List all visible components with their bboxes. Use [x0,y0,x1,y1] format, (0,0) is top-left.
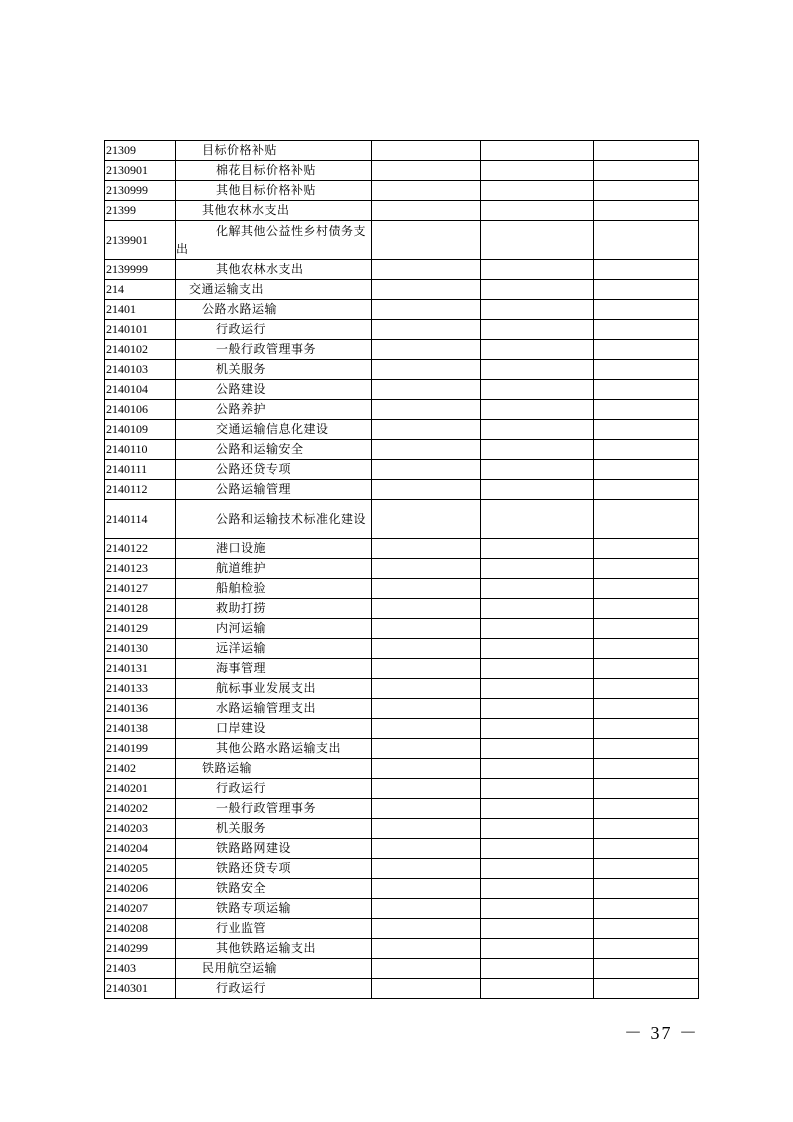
amount-cell [481,380,594,400]
table-row [105,181,699,201]
amount-cell [481,500,594,539]
table-row [105,500,699,539]
subject-code-cell: 2140109 [105,420,176,440]
amount-cell [372,480,481,500]
amount-cell [594,919,699,939]
subject-name-cell: 其他公路水路运输支出 [176,739,372,759]
amount-cell [481,420,594,440]
amount-cell [594,979,699,999]
subject-code-cell: 21403 [105,959,176,979]
subject-name-cell: 交通运输信息化建设 [176,420,372,440]
amount-cell [372,221,481,260]
subject-name-cell: 行政运行 [176,320,372,340]
amount-cell [372,201,481,221]
amount-cell [481,679,594,699]
table-row [105,859,699,879]
amount-cell [372,300,481,320]
subject-code-cell: 2140122 [105,539,176,559]
subject-code-cell: 2140131 [105,659,176,679]
table-row [105,260,699,280]
amount-cell [594,859,699,879]
amount-cell [481,739,594,759]
subject-code-cell: 2140202 [105,799,176,819]
table-row [105,899,699,919]
amount-cell [481,899,594,919]
amount-cell [481,141,594,161]
subject-code-cell: 2140112 [105,480,176,500]
amount-cell [372,899,481,919]
amount-cell [481,619,594,639]
subject-name-cell: 海事管理 [176,659,372,679]
amount-cell [481,859,594,879]
table-row [105,639,699,659]
amount-cell [372,619,481,639]
subject-code-cell: 2140104 [105,380,176,400]
amount-cell [594,420,699,440]
table-row [105,360,699,380]
amount-cell [594,141,699,161]
amount-cell [594,480,699,500]
subject-name-cell: 化解其他公益性乡村债务支出 [176,221,372,260]
subject-code-cell: 2140201 [105,779,176,799]
amount-cell [594,559,699,579]
subject-name-cell: 行政运行 [176,979,372,999]
amount-cell [372,939,481,959]
amount-cell [372,599,481,619]
table-row [105,539,699,559]
subject-code-cell: 2140207 [105,899,176,919]
subject-name-cell: 公路和运输技术标准化建设 [176,500,372,539]
amount-cell [481,959,594,979]
subject-code-cell: 2140106 [105,400,176,420]
subject-name-cell: 铁路安全 [176,879,372,899]
amount-cell [372,839,481,859]
subject-code-cell: 2130999 [105,181,176,201]
amount-cell [481,639,594,659]
amount-cell [481,539,594,559]
subject-code-cell: 2140136 [105,699,176,719]
amount-cell [372,440,481,460]
table-row [105,559,699,579]
amount-cell [372,919,481,939]
table-body [105,141,699,999]
amount-cell [481,260,594,280]
amount-cell [594,161,699,181]
table-row [105,739,699,759]
amount-cell [594,899,699,919]
subject-code-cell: 2140130 [105,639,176,659]
table-row [105,579,699,599]
subject-name-cell: 铁路路网建设 [176,839,372,859]
amount-cell [594,360,699,380]
amount-cell [594,201,699,221]
subject-code-cell: 214 [105,280,176,300]
amount-cell [372,400,481,420]
amount-cell [594,340,699,360]
amount-cell [372,161,481,181]
amount-cell [372,141,481,161]
subject-name-cell: 行业监管 [176,919,372,939]
subject-code-cell: 2140206 [105,879,176,899]
amount-cell [481,559,594,579]
subject-code-cell: 2139901 [105,221,176,260]
subject-name-cell: 水路运输管理支出 [176,699,372,719]
amount-cell [372,979,481,999]
subject-name-cell: 机关服务 [176,360,372,380]
amount-cell [594,779,699,799]
table-row [105,699,699,719]
subject-name-cell: 一般行政管理事务 [176,799,372,819]
amount-cell [481,181,594,201]
amount-cell [594,879,699,899]
subject-name-cell: 目标价格补贴 [176,141,372,161]
amount-cell [481,300,594,320]
table-row [105,340,699,360]
page-number: － 37 － [624,1023,699,1043]
amount-cell [372,739,481,759]
subject-code-cell: 2140133 [105,679,176,699]
subject-name-cell: 公路还贷专项 [176,460,372,480]
amount-cell [594,440,699,460]
amount-cell [594,679,699,699]
amount-cell [594,280,699,300]
subject-name-cell: 铁路还贷专项 [176,859,372,879]
subject-code-cell: 2140299 [105,939,176,959]
amount-cell [372,579,481,599]
amount-cell [372,559,481,579]
amount-cell [481,919,594,939]
amount-cell [594,320,699,340]
subject-code-cell: 2140103 [105,360,176,380]
subject-name-cell: 航标事业发展支出 [176,679,372,699]
amount-cell [594,699,699,719]
amount-cell [481,400,594,420]
subject-code-cell: 21399 [105,201,176,221]
amount-cell [372,340,481,360]
amount-cell [594,939,699,959]
amount-cell [372,659,481,679]
amount-cell [372,679,481,699]
subject-name-cell: 行政运行 [176,779,372,799]
amount-cell [372,699,481,719]
amount-cell [481,799,594,819]
amount-cell [372,380,481,400]
table-row [105,819,699,839]
amount-cell [594,819,699,839]
table-row [105,221,699,260]
subject-name-cell: 公路建设 [176,380,372,400]
amount-cell [372,759,481,779]
subject-code-cell: 2140114 [105,500,176,539]
amount-cell [594,380,699,400]
table-row [105,380,699,400]
subject-name-cell: 其他铁路运输支出 [176,939,372,959]
subject-name-cell: 航道维护 [176,559,372,579]
amount-cell [594,799,699,819]
subject-name-cell: 其他农林水支出 [176,260,372,280]
amount-cell [481,460,594,480]
amount-cell [481,879,594,899]
amount-cell [481,201,594,221]
table-row [105,599,699,619]
amount-cell [481,221,594,260]
subject-code-cell: 21402 [105,759,176,779]
amount-cell [481,280,594,300]
amount-cell [481,779,594,799]
subject-code-cell: 2140101 [105,320,176,340]
amount-cell [594,579,699,599]
subject-name-cell: 港口设施 [176,539,372,559]
amount-cell [594,460,699,480]
table-row [105,201,699,221]
table-row [105,799,699,819]
subject-code-cell: 2140128 [105,599,176,619]
subject-code-cell: 2140208 [105,919,176,939]
amount-cell [481,699,594,719]
subject-name-cell: 公路养护 [176,400,372,420]
subject-code-cell: 2140129 [105,619,176,639]
amount-cell [372,959,481,979]
amount-cell [594,959,699,979]
amount-cell [372,639,481,659]
table-row [105,280,699,300]
table-row [105,161,699,181]
subject-code-cell: 2140110 [105,440,176,460]
amount-cell [594,539,699,559]
amount-cell [372,719,481,739]
table-row [105,939,699,959]
subject-code-cell: 2139999 [105,260,176,280]
amount-cell [594,639,699,659]
amount-cell [594,260,699,280]
subject-name-cell: 救助打捞 [176,599,372,619]
amount-cell [594,400,699,420]
subject-code-cell: 2140203 [105,819,176,839]
amount-cell [481,659,594,679]
amount-cell [372,500,481,539]
subject-code-cell: 2140111 [105,460,176,480]
amount-cell [594,759,699,779]
amount-cell [372,181,481,201]
table-row [105,141,699,161]
subject-name-cell: 其他农林水支出 [176,201,372,221]
subject-code-cell: 2140127 [105,579,176,599]
subject-code-cell: 2140138 [105,719,176,739]
subject-name-cell: 铁路运输 [176,759,372,779]
amount-cell [594,181,699,201]
amount-cell [481,839,594,859]
amount-cell [372,859,481,879]
amount-cell [372,799,481,819]
amount-cell [594,719,699,739]
amount-cell [594,619,699,639]
amount-cell [594,221,699,260]
amount-cell [481,599,594,619]
table-row [105,619,699,639]
subject-code-cell: 2140123 [105,559,176,579]
table-row [105,440,699,460]
table-row [105,679,699,699]
amount-cell [372,819,481,839]
table-row [105,959,699,979]
budget-table [104,140,699,999]
subject-code-cell: 21309 [105,141,176,161]
amount-cell [481,819,594,839]
table-row [105,300,699,320]
amount-cell [372,779,481,799]
amount-cell [372,320,481,340]
table-row [105,420,699,440]
amount-cell [594,839,699,859]
subject-name-cell: 公路和运输安全 [176,440,372,460]
subject-name-cell: 其他目标价格补贴 [176,181,372,201]
amount-cell [481,440,594,460]
subject-code-cell: 2140204 [105,839,176,859]
table-row [105,879,699,899]
subject-name-cell: 公路运输管理 [176,480,372,500]
subject-code-cell: 21401 [105,300,176,320]
amount-cell [481,161,594,181]
amount-cell [481,360,594,380]
table-row [105,979,699,999]
subject-code-cell: 2140199 [105,739,176,759]
amount-cell [481,759,594,779]
amount-cell [372,260,481,280]
subject-name-cell: 口岸建设 [176,719,372,739]
subject-code-cell: 2140301 [105,979,176,999]
table-row [105,759,699,779]
amount-cell [372,360,481,380]
subject-name-cell: 一般行政管理事务 [176,340,372,360]
subject-name-cell: 远洋运输 [176,639,372,659]
table-row [105,719,699,739]
subject-code-cell: 2140102 [105,340,176,360]
amount-cell [481,480,594,500]
subject-code-cell: 2140205 [105,859,176,879]
table-row [105,839,699,859]
table-row [105,320,699,340]
amount-cell [372,460,481,480]
amount-cell [594,659,699,679]
amount-cell [481,320,594,340]
amount-cell [594,500,699,539]
subject-name-cell: 铁路专项运输 [176,899,372,919]
table-row [105,460,699,480]
table-row [105,659,699,679]
amount-cell [594,599,699,619]
amount-cell [481,340,594,360]
amount-cell [372,420,481,440]
table-row [105,919,699,939]
subject-name-cell: 船舶检验 [176,579,372,599]
subject-name-cell: 民用航空运输 [176,959,372,979]
subject-name-cell: 机关服务 [176,819,372,839]
amount-cell [594,300,699,320]
amount-cell [481,579,594,599]
subject-name-cell: 内河运输 [176,619,372,639]
table-row [105,400,699,420]
amount-cell [481,719,594,739]
amount-cell [372,280,481,300]
table-row [105,480,699,500]
amount-cell [372,879,481,899]
table-row [105,779,699,799]
amount-cell [594,739,699,759]
subject-code-cell: 2130901 [105,161,176,181]
amount-cell [481,939,594,959]
amount-cell [372,539,481,559]
subject-name-cell: 公路水路运输 [176,300,372,320]
subject-name-cell: 交通运输支出 [176,280,372,300]
amount-cell [481,979,594,999]
subject-name-cell: 棉花目标价格补贴 [176,161,372,181]
